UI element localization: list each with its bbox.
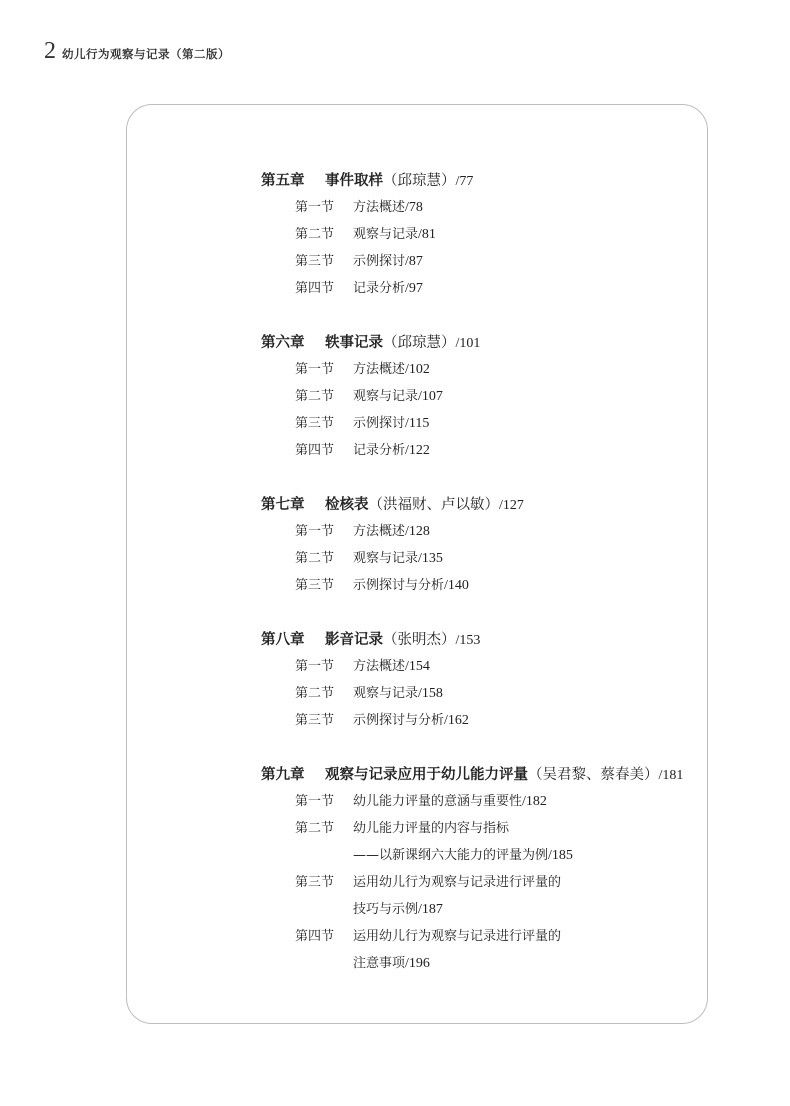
chapter-heading: [261, 762, 731, 788]
section-label: 第一节: [295, 659, 335, 674]
toc-section: [261, 707, 731, 734]
section-page: /107: [418, 389, 443, 404]
section-title: 观察与记录: [353, 227, 419, 242]
chapter-title: 观察与记录应用于幼儿能力评量: [325, 766, 528, 783]
section-title: 观察与记录: [353, 389, 419, 404]
section-label: 第三节: [295, 578, 335, 593]
chapter-page: /127: [499, 498, 524, 513]
chapter-page: /77: [455, 174, 474, 189]
toc-section: [261, 869, 731, 896]
section-page: /185: [548, 848, 573, 863]
toc-section: [261, 545, 731, 572]
toc-section: [261, 194, 731, 221]
section-page: /135: [418, 551, 443, 566]
chapter-label: 第九章: [261, 766, 305, 783]
chapter-author: （邱琼慧）: [383, 173, 456, 189]
chapter-title: 检核表: [325, 496, 369, 513]
chapter-author: （张明杰）: [383, 632, 456, 648]
chapter-page: /153: [455, 633, 481, 648]
section-title-continuation: [261, 896, 731, 923]
chapter-title: 事件取样: [325, 172, 383, 189]
book-title: 幼儿行为观察与记录（第二版）: [62, 47, 230, 61]
section-title-continuation: [261, 950, 731, 977]
chapter-title: 影音记录: [325, 631, 383, 648]
toc-section: [261, 221, 731, 248]
section-label: 第二节: [295, 821, 335, 836]
table-of-contents: [261, 168, 731, 1005]
section-title: 方法概述: [353, 200, 406, 215]
section-label: 第一节: [295, 794, 335, 809]
section-page: /154: [405, 659, 430, 674]
chapter-block: [261, 627, 731, 734]
section-label: 第三节: [295, 416, 335, 431]
section-page: /102: [405, 362, 430, 377]
section-label: 第四节: [295, 443, 335, 458]
section-page: /128: [405, 524, 430, 539]
toc-section: [261, 923, 731, 950]
toc-section: [261, 680, 731, 707]
toc-section: [261, 410, 731, 437]
chapter-heading: [261, 492, 731, 518]
section-title: 示例探讨与分析: [353, 578, 445, 593]
section-page: /182: [522, 794, 547, 809]
running-head: [44, 38, 230, 65]
chapter-author: （洪福财、卢以敏）: [368, 497, 499, 513]
section-title: 方法概述: [353, 659, 406, 674]
toc-section: [261, 248, 731, 275]
chapter-block: [261, 330, 731, 464]
section-page: /115: [405, 416, 430, 431]
chapter-label: 第八章: [261, 631, 305, 648]
chapter-block: [261, 492, 731, 599]
section-title: 观察与记录: [353, 551, 419, 566]
chapter-author: （吴君黎、蔡春美）: [528, 767, 659, 783]
toc-section: [261, 788, 731, 815]
section-page: /97: [405, 281, 423, 296]
section-page: /187: [418, 902, 443, 917]
section-page: /162: [444, 713, 469, 728]
chapter-heading: [261, 168, 731, 194]
chapter-label: 第五章: [261, 172, 305, 189]
chapter-title: 轶事记录: [325, 334, 383, 351]
chapter-block: [261, 168, 731, 302]
section-label: 第一节: [295, 362, 335, 377]
toc-section: [261, 518, 731, 545]
chapter-page: /181: [658, 768, 684, 783]
section-label: 第二节: [295, 686, 335, 701]
chapter-heading: [261, 330, 731, 356]
section-title: 观察与记录: [353, 686, 419, 701]
section-title: 示例探讨: [353, 254, 406, 269]
toc-section: [261, 572, 731, 599]
chapter-page: /101: [455, 336, 481, 351]
section-continuation-text: 技巧与示例: [353, 902, 419, 917]
section-title: 示例探讨与分析: [353, 713, 445, 728]
section-page: /81: [418, 227, 436, 242]
toc-section: [261, 275, 731, 302]
section-title: 示例探讨: [353, 416, 406, 431]
toc-section: [261, 437, 731, 464]
section-label: 第三节: [295, 713, 335, 728]
chapter-label: 第六章: [261, 334, 305, 351]
toc-section: [261, 383, 731, 410]
section-label: 第二节: [295, 389, 335, 404]
section-label: 第二节: [295, 227, 335, 242]
chapter-author: （邱琼慧）: [383, 335, 456, 351]
section-title: 运用幼儿行为观察与记录进行评量的: [353, 875, 562, 890]
section-page: /196: [405, 956, 430, 971]
section-label: 第三节: [295, 875, 335, 890]
section-title: 记录分析: [353, 281, 406, 296]
chapter-heading: [261, 627, 731, 653]
toc-section: [261, 356, 731, 383]
toc-section: [261, 815, 731, 842]
toc-section: [261, 653, 731, 680]
section-page: /122: [405, 443, 430, 458]
section-page: /158: [418, 686, 443, 701]
chapter-label: 第七章: [261, 496, 305, 513]
section-continuation-text: 注意事项: [353, 956, 406, 971]
section-label: 第四节: [295, 929, 335, 944]
section-label: 第一节: [295, 200, 335, 215]
section-title: 运用幼儿行为观察与记录进行评量的: [353, 929, 562, 944]
section-continuation-text: ——以新课纲六大能力的评量为例: [353, 848, 549, 863]
section-title: 方法概述: [353, 362, 406, 377]
chapter-block: [261, 762, 731, 977]
section-title: 幼儿能力评量的意涵与重要性: [353, 794, 523, 809]
section-title: 方法概述: [353, 524, 406, 539]
section-page: /78: [405, 200, 423, 215]
page-number: 2: [44, 38, 56, 64]
section-label: 第四节: [295, 281, 335, 296]
section-page: /140: [444, 578, 469, 593]
section-title: 幼儿能力评量的内容与指标: [353, 821, 510, 836]
section-label: 第一节: [295, 524, 335, 539]
section-title-continuation: [261, 842, 731, 869]
section-title: 记录分析: [353, 443, 406, 458]
section-page: /87: [405, 254, 423, 269]
section-label: 第三节: [295, 254, 335, 269]
section-label: 第二节: [295, 551, 335, 566]
